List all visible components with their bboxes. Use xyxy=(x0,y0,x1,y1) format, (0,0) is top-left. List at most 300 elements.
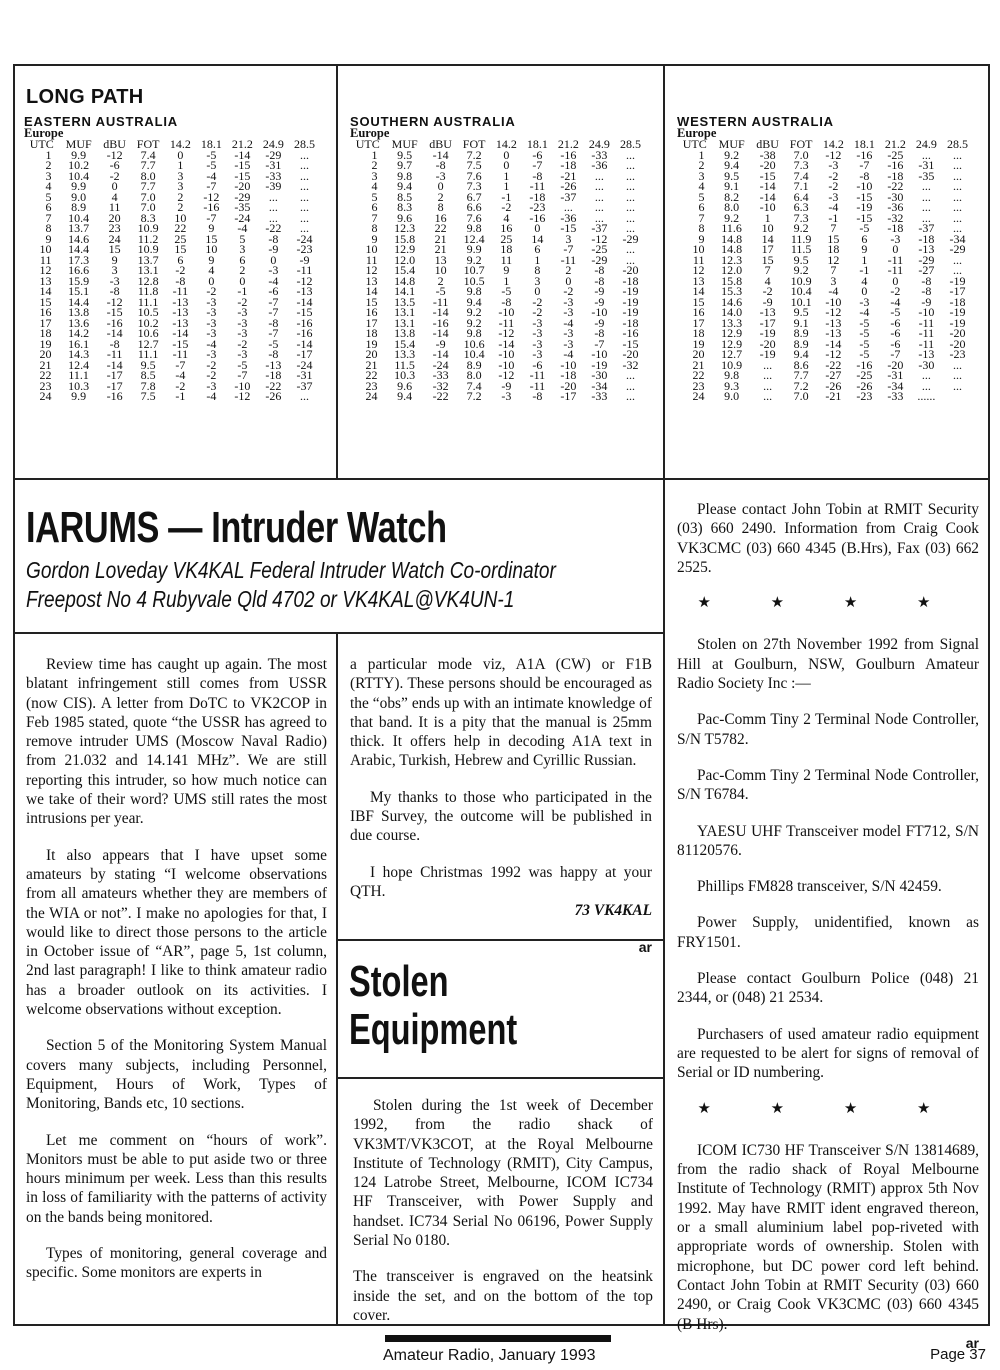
table-cell: -13 xyxy=(918,347,935,361)
table-cell: 4 xyxy=(371,179,378,193)
table-cell: 10 xyxy=(365,242,378,256)
table-cell: 7.8 xyxy=(140,378,156,393)
table-cell: 14 xyxy=(692,284,705,298)
table-cell: 19 xyxy=(39,336,52,351)
table-cell: -32 xyxy=(887,210,904,225)
table-cell: 13 xyxy=(434,252,447,267)
table-cell: -34 xyxy=(949,231,966,246)
table-cell: 23 xyxy=(39,378,52,393)
table-cell: 12.4 xyxy=(463,231,485,246)
table-cell: ... xyxy=(763,389,773,403)
table-cell: 7.0 xyxy=(140,189,156,204)
table-cell: -1 xyxy=(859,263,870,277)
table-cell: 10 xyxy=(761,221,774,235)
table-cell: 3 xyxy=(177,179,184,193)
column-header: 14.2 xyxy=(169,137,191,151)
article-paragraph: Please contact John Tobin at RMIT Security (03) 660 2490. Information from Craig Cook VK3CMC (03) 660 4345 (B.Hrs), Fax (03) 662 2525. xyxy=(677,501,979,576)
page-number: Page 37 xyxy=(930,1346,986,1363)
end-mark: ar xyxy=(638,938,652,955)
table-cell: ... xyxy=(952,357,962,372)
table-cell: -13 xyxy=(172,305,189,319)
table-cell: -8 xyxy=(594,263,605,277)
table-cell: -23 xyxy=(949,347,966,361)
table-cell: 14.4 xyxy=(68,242,90,256)
table-cell: 18 xyxy=(39,326,52,340)
table-cell: ... xyxy=(952,368,962,382)
table-cell: -16 xyxy=(887,158,904,172)
table-cell: -4 xyxy=(563,347,574,361)
table-cell: ... xyxy=(952,252,962,267)
table-cell: -37 xyxy=(591,221,608,235)
table-cell: 1 xyxy=(764,210,771,225)
table-cell: 2 xyxy=(437,273,444,288)
table-cell: -10 xyxy=(498,357,515,372)
table-cell: -20 xyxy=(234,179,251,193)
table-cell: 8.0 xyxy=(466,368,482,382)
table-cell: 14.8 xyxy=(394,273,416,288)
table-cell: 10.4 xyxy=(68,168,90,183)
table-cell: 11.1 xyxy=(68,368,89,382)
table-cell: -26 xyxy=(560,179,577,193)
table-cell: -31 xyxy=(887,368,904,382)
table-cell: -1 xyxy=(828,210,839,225)
table-cell: -5 xyxy=(859,315,870,330)
table-cell: -5 xyxy=(237,357,248,372)
star-separator: ★ ★ ★ ★ xyxy=(697,1100,959,1117)
table-cell: 9.2 xyxy=(724,210,740,225)
table-cell: -11 xyxy=(918,326,935,340)
table-cell: 8 xyxy=(437,200,444,214)
table-cell: -17 xyxy=(106,378,123,393)
table-cell: -4 xyxy=(206,168,217,183)
table-cell: 8 xyxy=(534,263,541,277)
table-cell: 15 xyxy=(827,231,840,246)
table-cell: 4 xyxy=(764,273,771,288)
table-cell: -11 xyxy=(887,263,904,277)
table-cell: -16 xyxy=(432,315,449,330)
table-cell: -3 xyxy=(563,294,574,309)
table-cell: 24 xyxy=(692,389,705,403)
table-cell: 6.7 xyxy=(466,189,482,204)
table-cell: 10 xyxy=(205,242,218,256)
table-cell: 8.6 xyxy=(793,357,809,372)
table-cell: -2 xyxy=(237,294,248,309)
table-cell: 14.8 xyxy=(721,242,743,256)
table-cell: 9.4 xyxy=(724,158,740,172)
table-cell: -7 xyxy=(859,158,870,172)
table-cell: -11 xyxy=(529,378,546,393)
table-cell: 8.3 xyxy=(140,210,156,225)
iarums-header-rule xyxy=(13,632,665,634)
column-header: FOT xyxy=(789,137,813,151)
table-cell: -8 xyxy=(175,273,186,288)
table-cell: 7 xyxy=(371,210,378,225)
table-cell: -8 xyxy=(594,326,605,340)
table-cell: 9.2 xyxy=(793,221,809,235)
table-cell: -15 xyxy=(622,336,639,351)
propagation-table xyxy=(677,139,973,402)
table-cell: 12.0 xyxy=(394,252,416,267)
stolen-bottom-rule xyxy=(336,1077,665,1079)
table-cell: ... xyxy=(594,210,604,225)
table-cell: -15 xyxy=(560,221,577,235)
table-cell: 0 xyxy=(503,158,510,172)
table-cell: 15.1 xyxy=(68,284,90,298)
table-cell: 13.3 xyxy=(721,315,743,330)
table-cell: -13 xyxy=(172,294,189,309)
table-cell: -5 xyxy=(206,147,217,162)
table-cell: ... xyxy=(921,147,931,162)
table-cell: 7.3 xyxy=(793,158,809,172)
table-cell: 20 xyxy=(692,347,705,361)
article-column-1 xyxy=(26,655,327,1300)
table-cell: 10.4 xyxy=(790,284,812,298)
table-cell: 24 xyxy=(39,389,52,403)
table-cell: -11 xyxy=(529,179,546,193)
star-separator: ★ ★ ★ ★ xyxy=(697,595,959,612)
table-cell: 9 xyxy=(111,252,118,267)
table-cell: -3 xyxy=(435,168,446,183)
table-cell: ... xyxy=(594,179,604,193)
table-cell: -11 xyxy=(918,315,935,330)
table-cell: 9 xyxy=(503,263,510,277)
table-cell: 7.2 xyxy=(466,147,482,162)
table-cell: 9.7 xyxy=(397,158,413,172)
table-cell: -27 xyxy=(825,368,842,382)
table-cell: -6 xyxy=(890,336,901,351)
table-cell: ... xyxy=(952,168,962,183)
table-cell: 10.7 xyxy=(463,263,485,277)
article-paragraph: Stolen during the 1st week of December 1992, from the radio shack of VK3MT/VK3COT, at the Royal Melbourne Institute of Technology (RMIT), City Campus, 124 Latrobe Street, Melbourne, ICOM IC734 HF Transceiver, with Power Supply and handset. IC734 Serial No 06196, Power Supply Serial No 0180. xyxy=(353,1097,653,1250)
table-cell: -32 xyxy=(432,378,449,393)
table-cell: 10.5 xyxy=(463,273,485,288)
table-cell: 9.8 xyxy=(466,284,482,298)
table-cell: 9 xyxy=(371,231,378,246)
table-cell: 16 xyxy=(500,221,513,235)
table-cell: -4 xyxy=(859,305,870,319)
table-cell: ... xyxy=(921,368,931,382)
table-cell: 10 xyxy=(692,242,705,256)
table-cell: 4 xyxy=(503,210,510,225)
article-paragraph: The transceiver is engraved on the heatsink inside the set, and on the bottom of the top cover. xyxy=(353,1268,653,1324)
article-paragraph: I hope Christmas 1992 was happy at your QTH. xyxy=(350,863,652,900)
table-cell: -4 xyxy=(268,273,279,288)
table-cell: -9 xyxy=(299,252,310,267)
table-cell: -12 xyxy=(296,273,313,288)
table-cell: -8 xyxy=(859,168,870,183)
table-cell: -8 xyxy=(435,158,446,172)
table-cell: -12 xyxy=(106,147,123,162)
table-cell: -25 xyxy=(856,368,873,382)
table-cell: -13 xyxy=(825,326,842,340)
table-cell: -7 xyxy=(237,368,248,382)
table-cell: ... xyxy=(952,210,962,225)
table-cell: 13.1 xyxy=(394,305,416,319)
table-cell: 8.0 xyxy=(724,200,740,214)
table-cell: 12 xyxy=(39,263,52,277)
table-cell: 11.1 xyxy=(137,347,159,361)
article-paragraph: Power Supply, unidentified, known as FRY1501. xyxy=(677,914,979,951)
table-cell: -11 xyxy=(296,263,313,277)
table-cell: 15 xyxy=(692,294,705,309)
table-cell: -2 xyxy=(563,284,574,298)
table-cell: 3 xyxy=(371,168,378,183)
table-cell: -12 xyxy=(825,305,842,319)
table-cell: 12.3 xyxy=(721,252,743,267)
table-cell: -33 xyxy=(591,389,608,403)
table-cell: ... xyxy=(625,168,635,183)
table-cell: -16 xyxy=(856,147,873,162)
table-cell: 0 xyxy=(208,273,215,288)
column-header: 18.1 xyxy=(853,137,875,151)
table-cell: 7.7 xyxy=(140,179,156,193)
table-cell: -2 xyxy=(175,263,186,277)
table-cell: -5 xyxy=(501,284,512,298)
table-cell: 3 xyxy=(177,168,184,183)
table-cell: 11.5 xyxy=(394,357,415,372)
article-paragraph: Types of monitoring, general coverage and specific. Some monitors are experts in xyxy=(26,1245,327,1282)
table-cell: 16 xyxy=(434,210,447,225)
table-cell: 8.9 xyxy=(466,357,482,372)
table-cell: -15 xyxy=(759,168,776,183)
table-cell: -8 xyxy=(268,347,279,361)
table-cell: 3 xyxy=(111,263,118,277)
table-cell: 2 xyxy=(371,158,378,172)
table-cell: ... xyxy=(952,200,962,214)
table-cell: 9.5 xyxy=(793,305,809,319)
table-cell: -9 xyxy=(594,294,605,309)
table-cell: 16.6 xyxy=(68,263,90,277)
table-cell: 9.4 xyxy=(397,179,413,193)
table-cell: -35 xyxy=(918,168,935,183)
table-cell: -8 xyxy=(268,231,279,246)
table-cell: -14 xyxy=(296,336,313,351)
table-cell: -2 xyxy=(206,368,217,382)
table-cell: 9 xyxy=(861,242,868,256)
table-cell: 15 xyxy=(365,294,378,309)
table-cell: 10.2 xyxy=(68,158,90,172)
table-cell: 23 xyxy=(365,378,378,393)
table-cell: 16.1 xyxy=(68,336,90,351)
table-cell: -14 xyxy=(759,189,776,204)
table-cell: 1 xyxy=(861,252,868,267)
table-cell: -10 xyxy=(234,378,251,393)
table-cell: ... xyxy=(625,200,635,214)
table-cell: 15 xyxy=(761,252,774,267)
table-cell: -14 xyxy=(432,326,449,340)
table-cell: -11 xyxy=(560,252,577,267)
table-cell: ... xyxy=(763,368,773,382)
table-cell: 5 xyxy=(45,189,52,204)
table-cell: 2 xyxy=(177,189,184,204)
table-cell: 4 xyxy=(698,179,705,193)
table-cell: 14.2 xyxy=(68,326,90,340)
table-cell: -19 xyxy=(949,315,966,330)
table-cell: -22 xyxy=(887,179,904,193)
table-cell: 11.9 xyxy=(790,231,812,246)
table-cell: 10.6 xyxy=(137,326,159,340)
table-cell: -7 xyxy=(206,210,217,225)
table-cell: -18 xyxy=(918,231,935,246)
table-cell: 2 xyxy=(698,158,705,172)
table-cell: 1 xyxy=(45,147,52,162)
table-cell: -20 xyxy=(622,347,639,361)
table-cell: ... xyxy=(268,210,278,225)
table-cell: -15 xyxy=(856,189,873,204)
table-cell: 9.8 xyxy=(466,326,482,340)
table-cell: ... xyxy=(952,378,962,393)
table-cell: -29 xyxy=(234,189,251,204)
table-cell: 9.8 xyxy=(397,168,413,183)
table-cell: -14 xyxy=(432,347,449,361)
table-cell: -5 xyxy=(859,221,870,235)
table-cell: -16 xyxy=(560,147,577,162)
table-cell: 17 xyxy=(39,315,52,330)
table-cell: -30 xyxy=(918,357,935,372)
table-cell: -3 xyxy=(532,326,543,340)
table-cell: -18 xyxy=(560,368,577,382)
table-cell: ... xyxy=(268,189,278,204)
table-eastern-australia xyxy=(24,115,320,402)
stolen-title-line-2: Equipment xyxy=(349,1005,518,1054)
table-cell: ... xyxy=(625,210,635,225)
table-cell: 7.4 xyxy=(466,378,482,393)
table-cell: 3 xyxy=(534,273,541,288)
table-cell: 13 xyxy=(365,273,378,288)
table-cell: 0 xyxy=(503,147,510,162)
table-cell: ... xyxy=(594,189,604,204)
table-cell: 14.1 xyxy=(394,284,416,298)
table-cell: -19 xyxy=(622,305,639,319)
table-cell: -5 xyxy=(435,284,446,298)
table-cell: -25 xyxy=(887,147,904,162)
table-cell: -11 xyxy=(432,294,449,309)
table-cell: -4 xyxy=(828,200,839,214)
table-cell: 0 xyxy=(861,284,868,298)
table-cell: -19 xyxy=(949,305,966,319)
table-cell: 10 xyxy=(39,242,52,256)
table-cell: -8 xyxy=(594,273,605,288)
table-cell: 3 xyxy=(239,242,246,256)
table-cell: ... xyxy=(299,210,309,225)
table-cell: 17.3 xyxy=(68,252,90,267)
table-cell: ... xyxy=(921,210,931,225)
table-cell: -7 xyxy=(890,347,901,361)
table-cell: 13.1 xyxy=(137,263,159,277)
table-cell: -16 xyxy=(622,326,639,340)
table-cell: 12.0 xyxy=(721,263,743,277)
table-cell: 9.1 xyxy=(793,315,809,330)
table-cell: 11 xyxy=(39,252,52,267)
table-cell: ... xyxy=(625,252,635,267)
table-cell: -1 xyxy=(501,189,512,204)
column-header: 21.2 xyxy=(557,137,579,151)
table-cell: 10 xyxy=(434,263,447,277)
table-subtitle: Europe xyxy=(350,126,390,140)
table-cell: ... xyxy=(625,242,635,256)
table-cell: 1 xyxy=(503,179,510,193)
table-cell: -13 xyxy=(172,315,189,330)
table-cell: 8.2 xyxy=(724,189,740,204)
table-cell: 6 xyxy=(177,252,184,267)
table-cell: 1 xyxy=(534,252,541,267)
table-cell: -21 xyxy=(825,389,842,403)
table-cell: -7 xyxy=(206,179,217,193)
table-cell: -10 xyxy=(498,347,515,361)
table-cell: -20 xyxy=(759,158,776,172)
table-cell: -2 xyxy=(532,305,543,319)
table-cell: 18 xyxy=(365,326,378,340)
table-cell: -9 xyxy=(435,336,446,351)
table-cell: 9.5 xyxy=(724,168,740,183)
table-cell: ... xyxy=(299,189,309,204)
table-cell: -18 xyxy=(622,273,639,288)
table-cell: 7.2 xyxy=(793,378,809,393)
table-cell: -7 xyxy=(563,242,574,256)
table-cell: ... xyxy=(563,200,573,214)
table-cell: -14 xyxy=(172,326,189,340)
column-header: 28.5 xyxy=(293,137,315,151)
table-region-title: EASTERN AUSTRALIA xyxy=(24,114,178,129)
table-cell: -17 xyxy=(949,284,966,298)
table-cell: 0 xyxy=(534,284,541,298)
table-cell: 10.4 xyxy=(463,347,485,361)
table-cell: 8.0 xyxy=(140,168,156,183)
table-cell: -39 xyxy=(265,179,282,193)
table-cell: -5 xyxy=(890,305,901,319)
table-cell: 0 xyxy=(177,147,184,162)
table-cell: -15 xyxy=(106,305,123,319)
table-cell: 0 xyxy=(270,252,277,267)
table-cell: -3 xyxy=(206,315,217,330)
table-cell: -2 xyxy=(206,284,217,298)
table-cell: -29 xyxy=(265,147,282,162)
article-paragraph: Please contact Goulburn Police (048) 21 2344, or (048) 21 2534. xyxy=(677,970,979,1007)
table-cell: 6 xyxy=(45,200,52,214)
table-cell: 11.8 xyxy=(137,284,159,298)
article-paragraph: It also appears that I have upset some amateurs by stating “I welcome observations from all amateurs whether they are members of the WIA or not”. I make no apologies for that, I would like to direct those persons to the article in October issue of “AR”, page 5, 1st column, 2nd last paragraph! I like to think amateur radio has a broader outlook on its activities. I welcome observations without exception. xyxy=(26,846,327,1019)
table-divider-1 xyxy=(336,64,338,480)
table-cell: -15 xyxy=(296,305,313,319)
table-cell: -9 xyxy=(501,378,512,393)
table-cell: 10 xyxy=(174,210,187,225)
table-cell: -24 xyxy=(432,357,449,372)
column-header: 14.2 xyxy=(822,137,844,151)
table-cell: 16 xyxy=(692,305,705,319)
column-header: 21.2 xyxy=(231,137,253,151)
table-cell: 19 xyxy=(692,336,705,351)
table-cell: -13 xyxy=(296,284,313,298)
table-cell: ... xyxy=(625,147,635,162)
table-cell: 22 xyxy=(434,221,447,235)
table-cell: 15.3 xyxy=(721,284,743,298)
table-cell: 12.4 xyxy=(68,357,90,372)
table-subtitle: Europe xyxy=(677,126,717,140)
article-paragraph: Pac-Comm Tiny 2 Terminal Node Controller, S/N T5782. xyxy=(677,711,979,748)
table-cell: 11 xyxy=(108,200,121,214)
table-cell: -23 xyxy=(856,389,873,403)
table-cell: 16 xyxy=(365,305,378,319)
table-cell: -4 xyxy=(175,368,186,382)
table-cell: -10 xyxy=(825,294,842,309)
table-cell: 12.9 xyxy=(394,242,416,256)
table-cell: 7 xyxy=(830,221,837,235)
table-cell: 11.1 xyxy=(137,294,159,309)
table-cell: -19 xyxy=(759,326,776,340)
column-header: 24.9 xyxy=(588,137,610,151)
table-cell: 9.9 xyxy=(466,242,482,256)
table-cell: ... xyxy=(299,158,309,172)
